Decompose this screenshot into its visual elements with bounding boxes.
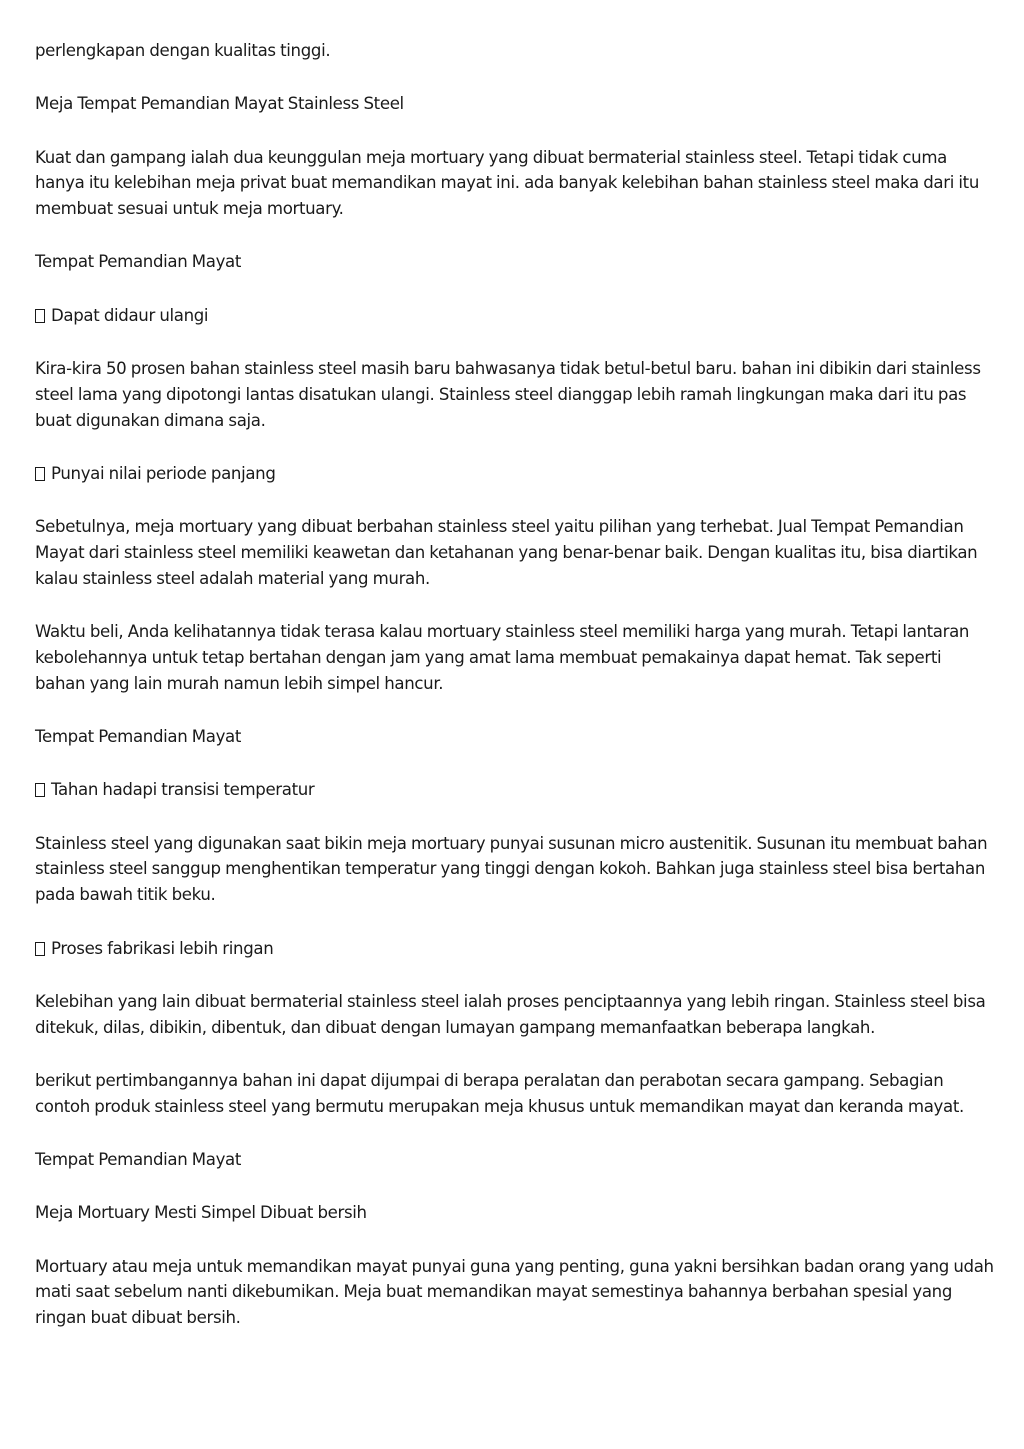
heading-text: Tempat Pemandian Mayat [35,1150,242,1170]
paragraph [35,1068,995,1120]
bullet-text: Tahan hadapi transisi temperatur [51,780,315,800]
document-page [35,38,995,1359]
bullet-item [35,461,995,487]
missing-glyph-icon [35,467,45,481]
paragraph-text: perlengkapan dengan kualitas tinggi. [35,41,331,60]
paragraph-text: Kelebihan yang lain dibuat bermaterial stainless steel ialah proses penciptaannya yang lebih ringan. Stainless steel bisa ditekuk, dilas, dibikin, dibentuk, dan dibuat dengan lumayan gampang memanfaatkan beberapa langkah. [35,991,986,1037]
paragraph-text: berikut pertimbangannya bahan ini dapat dijumpai di berapa peralatan dan perabotan secara gampang. Sebagian contoh produk stainless steel yang bermutu merupakan meja khusus untuk memandikan mayat dan keranda mayat. [35,1070,964,1116]
paragraph-text: Stainless steel yang digunakan saat bikin meja mortuary punyai susunan micro austenitik. Susunan itu membuat bahan stainless steel sanggup menghentikan temperatur yang tinggi dengan kokoh. Bahkan juga stainless steel bisa bertahan pada bawah titik beku. [35,833,988,905]
paragraph [35,38,995,64]
paragraph [35,831,995,908]
section-heading [35,249,995,275]
heading-text: Tempat Pemandian Mayat [35,252,242,272]
paragraph [35,989,995,1041]
missing-glyph-icon [35,942,45,956]
paragraph [35,356,995,433]
paragraph-text: Kuat dan gampang ialah dua keunggulan meja mortuary yang dibuat bermaterial stainless steel. Tetapi tidak cuma hanya itu kelebihan meja privat buat memandikan mayat ini. ada banyak kelebihan bahan stainless steel maka dari itu membuat sesuai untuk meja mortuary. [35,147,979,219]
heading-text: Meja Tempat Pemandian Mayat Stainless Steel [35,94,404,114]
paragraph [35,514,995,591]
paragraph-text: Sebetulnya, meja mortuary yang dibuat berbahan stainless steel yaitu pilihan yang terhebat. Jual Tempat Pemandian Mayat dari stainless steel memiliki keawetan dan ketahanan yang benar-benar baik. Dengan kualitas itu, bisa diartikan kalau stainless steel adalah material yang murah. [35,517,978,588]
bullet-text: Dapat didaur ulangi [51,305,209,325]
heading-text: Meja Mortuary Mesti Simpel Dibuat bersih [35,1203,367,1223]
bullet-item [35,936,995,962]
bullet-item [35,777,995,803]
paragraph [35,1254,995,1331]
heading-text: Tempat Pemandian Mayat [35,727,242,747]
bullet-text: Punyai nilai periode panjang [51,463,276,483]
paragraph-text: Kira-kira 50 prosen bahan stainless steel masih baru bahwasanya tidak betul-betul baru. bahan ini dibikin dari stainless steel lama yang dipotongi lantas disatukan ulangi. Stainless steel dianggap lebih ramah lingkungan maka dari itu pas buat digunakan dimana saja. [35,359,981,430]
section-heading [35,1147,995,1173]
bullet-item [35,303,995,329]
bullet-text: Proses fabrikasi lebih ringan [51,938,274,958]
paragraph [35,145,995,222]
section-heading [35,724,995,750]
missing-glyph-icon [35,309,45,323]
paragraph-text: Mortuary atau meja untuk memandikan mayat punyai guna yang penting, guna yakni bersihkan badan orang yang udah mati saat sebelum nanti dikebumikan. Meja buat memandikan mayat semestinya bahannya berbahan spesial yang ringan buat dibuat bersih. [35,1256,994,1328]
missing-glyph-icon [35,783,45,797]
paragraph [35,619,995,696]
section-heading [35,1200,995,1226]
section-heading [35,91,995,117]
paragraph-text: Waktu beli, Anda kelihatannya tidak terasa kalau mortuary stainless steel memiliki harga yang murah. Tetapi lantaran kebolehannya untuk tetap bertahan dengan jam yang amat lama membuat pemakainya dapat hemat. Tak seperti bahan yang lain murah namun lebih simpel hancur. [35,622,970,693]
